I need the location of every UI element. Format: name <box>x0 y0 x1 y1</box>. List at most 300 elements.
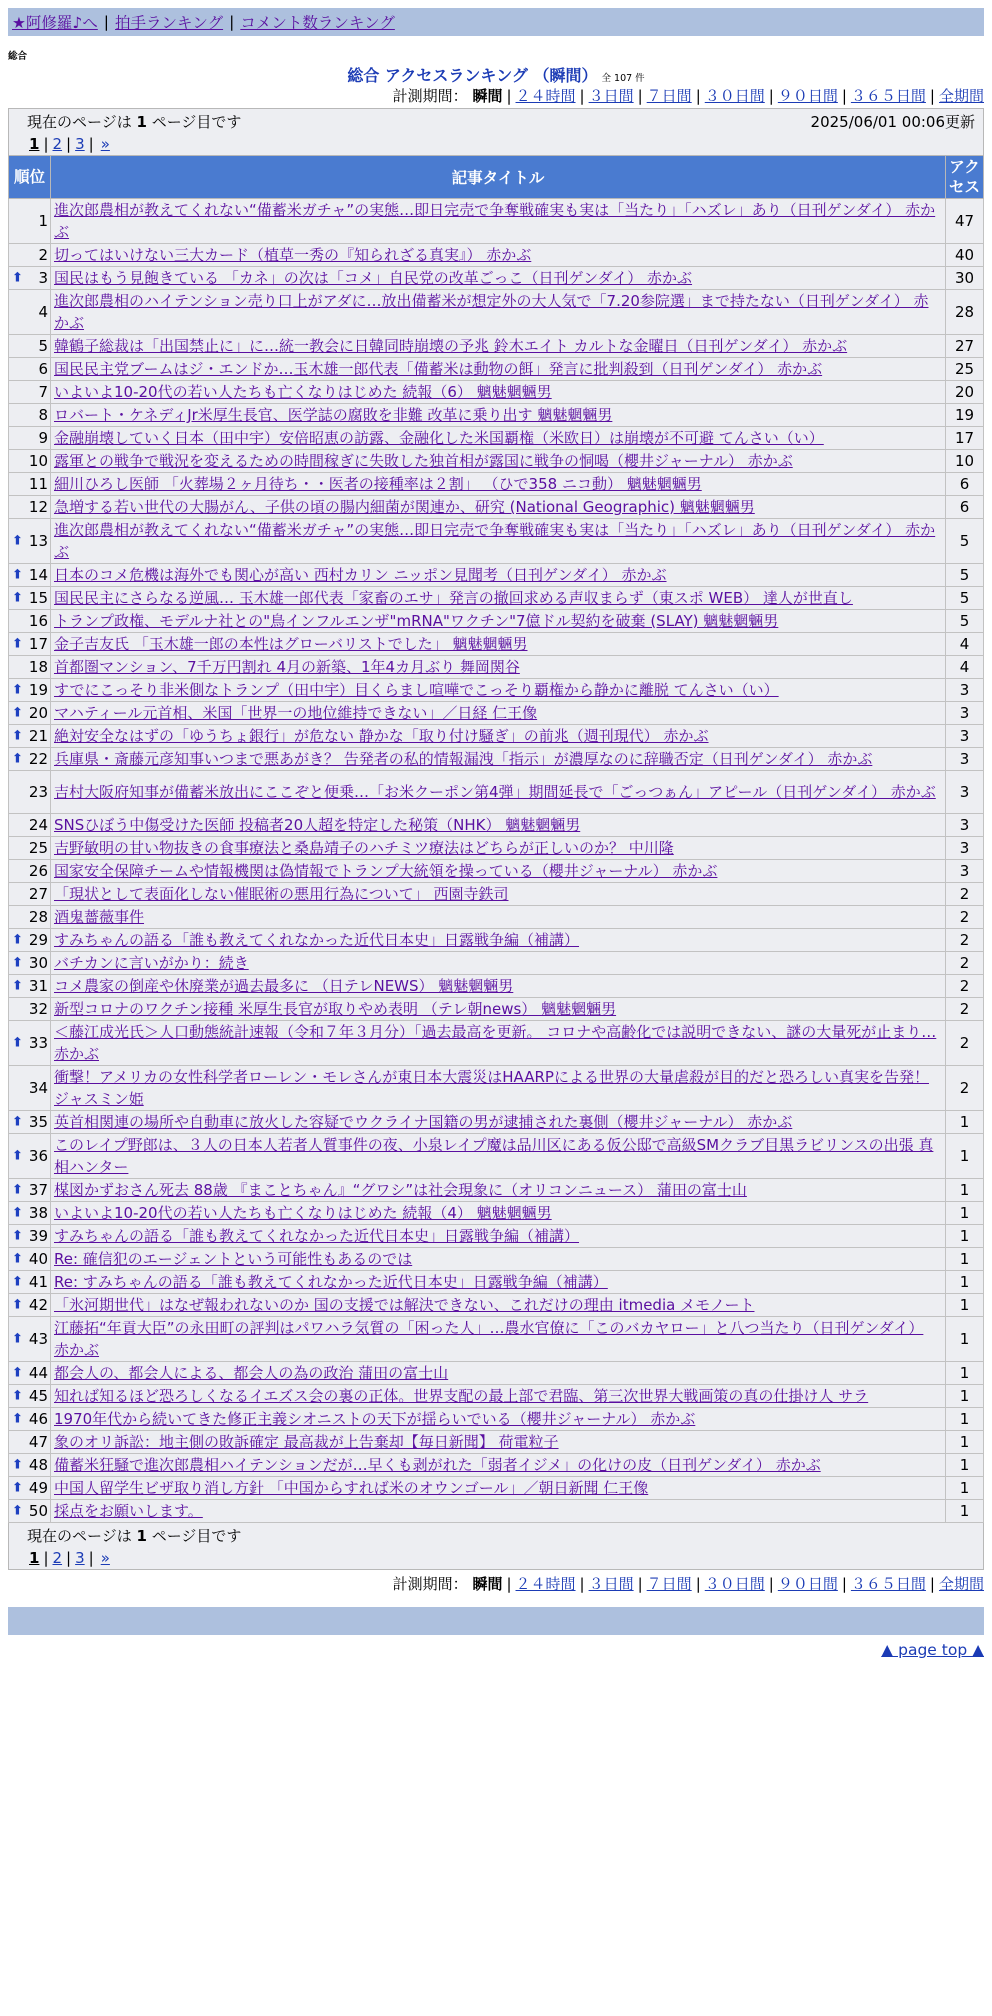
rank-up-arrow-icon: ⬆ <box>12 1182 23 1198</box>
article-link[interactable]: 国民民主にさらなる逆風… 玉木雄一郎代表「家畜のエサ」発言の撤回求める声収まらず（東スポ WEB） 達人が世直し <box>54 589 853 607</box>
page-separator: | <box>43 1549 49 1567</box>
table-row <box>9 771 984 814</box>
title-cell <box>51 496 946 519</box>
rank-number: 48 <box>28 1456 48 1474</box>
rank-cell <box>9 1271 51 1294</box>
access-count: 5 <box>945 610 983 633</box>
access-count: 3 <box>945 837 983 860</box>
title-cell <box>51 199 946 244</box>
rank-cell <box>9 1225 51 1248</box>
title-cell <box>51 404 946 427</box>
table-row <box>9 519 984 564</box>
title-cell <box>51 450 946 473</box>
period-link-0[interactable]: ２４時間 <box>515 1575 576 1593</box>
rank-number: 34 <box>28 1079 48 1097</box>
rank-number: 50 <box>28 1502 48 1520</box>
rank-number: 32 <box>28 1000 48 1018</box>
access-count: 3 <box>945 702 983 725</box>
table-row <box>9 1111 984 1134</box>
article-link[interactable]: 吉村大阪府知事が備蓄米放出にここぞと便乗…「お米クーポン第4弾」期間延長で「ごっつぁん」アピール（日刊ゲンダイ） 赤かぶ <box>54 783 936 801</box>
rank-cell <box>9 244 51 267</box>
access-count: 3 <box>945 679 983 702</box>
title-cell <box>51 1021 946 1066</box>
rank-number: 5 <box>38 337 48 355</box>
rank-cell <box>9 1454 51 1477</box>
comment-ranking-link[interactable]: コメント数ランキング <box>240 14 395 32</box>
period-separator: | <box>579 87 585 105</box>
title-cell <box>51 929 946 952</box>
table-row <box>9 1021 984 1066</box>
rank-up-arrow-icon: ⬆ <box>12 1331 23 1347</box>
access-count: 1 <box>945 1362 983 1385</box>
rank-cell <box>9 358 51 381</box>
rank-up-arrow-icon: ⬆ <box>12 1274 23 1290</box>
access-count: 1 <box>945 1271 983 1294</box>
article-link[interactable]: 国民はもう見飽きている 「カネ」の次は「コメ」自民党の改革ごっこ（日刊ゲンダイ） 赤かぶ <box>54 269 693 287</box>
period-link-2[interactable]: ７日間 <box>646 1575 692 1593</box>
period-link-5[interactable]: ３６５日間 <box>850 1575 926 1593</box>
access-count: 1 <box>945 1202 983 1225</box>
title-cell <box>51 1066 946 1111</box>
article-link[interactable]: 進次郎農相が教えてくれない“備蓄米ガチャ”の実態…即日完売で争奪戦確実も実は「当たり」「ハズレ」あり（日刊ゲンダイ） 赤かぶ <box>54 521 936 561</box>
period-label: 計測期間： <box>392 87 468 105</box>
table-row <box>9 587 984 610</box>
rank-number: 22 <box>28 750 48 768</box>
rank-number: 36 <box>28 1147 48 1165</box>
rank-cell <box>9 814 51 837</box>
pagination <box>27 133 975 155</box>
article-link[interactable]: 切ってはいけない三大カード（植草一秀の『知られざる真実』） 赤かぶ <box>54 246 532 264</box>
rank-cell <box>9 975 51 998</box>
title-cell <box>51 519 946 564</box>
article-link[interactable]: 新型コロナのワクチン接種 米厚生長官が取りやめ表明 （テレ朝news） 魑魅魍魎男 <box>54 1000 617 1018</box>
article-link[interactable]: 国家安全保障チームや情報機関は偽情報でトランプ大統領を操っている（櫻井ジャーナル） 赤かぶ <box>54 862 718 880</box>
access-count: 30 <box>945 267 983 290</box>
rank-cell <box>9 1408 51 1431</box>
access-count: 1 <box>945 1111 983 1134</box>
rank-number: 35 <box>28 1113 48 1131</box>
period-selector-bottom <box>8 1573 984 1596</box>
table-row <box>9 883 984 906</box>
title-cell <box>51 290 946 335</box>
current-page-number: 1 <box>29 135 40 153</box>
table-row <box>9 267 984 290</box>
period-separator: | <box>579 1575 585 1593</box>
page-title <box>8 63 984 85</box>
article-link[interactable]: 衝撃！アメリカの女性科学者ローレン・モレさんが東日本大震災はHAARPによる世界の大量虐殺が目的だと恐ろしい真実を告発！ ジャスミン姫 <box>54 1068 929 1108</box>
rank-number: 46 <box>28 1410 48 1428</box>
rank-cell <box>9 267 51 290</box>
period-link-4[interactable]: ９０日間 <box>777 87 838 105</box>
rank-up-arrow-icon: ⬆ <box>12 1035 23 1051</box>
table-row <box>9 1134 984 1179</box>
rank-number: 47 <box>28 1433 48 1451</box>
rank-up-arrow-icon: ⬆ <box>12 1114 23 1130</box>
rank-cell <box>9 496 51 519</box>
rank-cell <box>9 906 51 929</box>
article-link[interactable]: 国民民主党ブームはジ・エンドか…玉木雄一郎代表「備蓄米は動物の餌」発言に批判殺到（日刊ゲンダイ） 赤かぶ <box>54 360 823 378</box>
table-row <box>9 725 984 748</box>
pagination <box>27 1547 975 1569</box>
access-count: 2 <box>945 952 983 975</box>
title-cell <box>51 1179 946 1202</box>
period-separator: | <box>929 1575 935 1593</box>
clap-ranking-link[interactable]: 拍手ランキング <box>115 14 224 32</box>
article-link[interactable]: ＜藤江成光氏＞人口動態統計速報（令和７年３月分）「過去最高を更新。 コロナや高齢化では説明できない、謎の大量死が止まり… 赤かぶ <box>54 1023 937 1063</box>
rank-cell <box>9 404 51 427</box>
table-row <box>9 906 984 929</box>
table-row <box>9 1385 984 1408</box>
rank-cell <box>9 1111 51 1134</box>
rank-cell <box>9 679 51 702</box>
rank-cell <box>9 1500 51 1523</box>
title-cell <box>51 1408 946 1431</box>
article-link[interactable]: マハティール元首相、米国「世界一の地位維持できない」／日経 仁王像 <box>54 704 538 722</box>
period-link-5[interactable]: ３６５日間 <box>850 87 926 105</box>
rank-cell <box>9 381 51 404</box>
article-link[interactable]: いよいよ10-20代の若い人たちも亡くなりはじめた 続報（6） 魑魅魍魎男 <box>54 383 552 401</box>
title-cell <box>51 244 946 267</box>
rank-cell <box>9 1021 51 1066</box>
article-link[interactable]: Re: すみちゃんの語る「誰も教えてくれなかった近代日本史」日露戦争編（補講） <box>54 1273 608 1291</box>
rank-cell <box>9 1294 51 1317</box>
top-nav-bar <box>8 8 984 36</box>
access-count: 1 <box>945 1134 983 1179</box>
title-cell <box>51 837 946 860</box>
table-row <box>9 679 984 702</box>
rank-cell <box>9 473 51 496</box>
article-link[interactable]: このレイプ野郎は、３人の日本人若者人質事件の夜、小泉レイプ魔は品川区にある仮公邸で高級SMクラブ目黒ラビリンスの出張 真相ハンター <box>54 1136 934 1176</box>
period-link-3[interactable]: ３０日間 <box>704 87 765 105</box>
current-page-text: 現在のページは 1 ページ目です <box>27 113 242 131</box>
access-count: 1 <box>945 1225 983 1248</box>
table-row <box>9 1179 984 1202</box>
table-row <box>9 1225 984 1248</box>
access-count: 2 <box>945 998 983 1021</box>
rank-cell <box>9 656 51 679</box>
access-count: 3 <box>945 748 983 771</box>
rank-number: 1 <box>38 212 48 230</box>
rank-up-arrow-icon: ⬆ <box>12 751 23 767</box>
article-link[interactable]: 象のオリ訴訟：地主側の敗訴確定 最高裁が上告棄却【毎日新聞】 荷電粒子 <box>54 1433 559 1451</box>
rank-number: 6 <box>38 360 48 378</box>
title-cell <box>51 633 946 656</box>
title-cell <box>51 587 946 610</box>
period-separator: | <box>929 87 935 105</box>
period-separator: | <box>768 87 774 105</box>
title-cell <box>51 610 946 633</box>
rank-up-arrow-icon: ⬆ <box>12 978 23 994</box>
table-header-row <box>9 156 984 199</box>
rank-number: 30 <box>28 954 48 972</box>
article-link[interactable]: 絶対安全なはずの「ゆうちょ銀行」が危ない 静かな「取り付け騒ぎ」の前兆（週刊現代） 赤かぶ <box>54 727 709 745</box>
rank-up-arrow-icon: ⬆ <box>12 1251 23 1267</box>
article-link[interactable]: 韓鶴子総裁は「出国禁止に」に…統一教会に日韓同時崩壊の予兆 鈴木エイト カルトな金曜日（日刊ゲンダイ） 赤かぶ <box>54 337 848 355</box>
rank-up-arrow-icon: ⬆ <box>12 932 23 948</box>
period-link-0[interactable]: ２４時間 <box>515 87 576 105</box>
rank-number: 15 <box>28 589 48 607</box>
table-row <box>9 633 984 656</box>
rank-number: 24 <box>28 816 48 834</box>
page-link-2[interactable]: 2 <box>52 1549 63 1567</box>
article-link[interactable]: すみちゃんの語る「誰も教えてくれなかった近代日本史」日露戦争編（補講） <box>54 1227 580 1245</box>
access-count: 2 <box>945 1066 983 1111</box>
footer-bar <box>8 1607 984 1635</box>
article-link[interactable]: 吉野敏明の甘い物抜きの食事療法と桑島靖子のハチミツ療法はどちらが正しいのか？ 中川隆 <box>54 839 674 857</box>
period-label: 計測期間： <box>392 1575 468 1593</box>
rank-number: 37 <box>28 1181 48 1199</box>
page-separator: | <box>88 135 94 153</box>
access-count: 1 <box>945 1317 983 1362</box>
table-row <box>9 1500 984 1523</box>
article-link[interactable]: 「氷河期世代」はなぜ報われないのか 国の支援では解決できない、これだけの理由 itmedia メモノート <box>54 1296 755 1314</box>
article-link[interactable]: コメ農家の倒産や休廃業が過去最多に （日テレNEWS） 魑魅魍魎男 <box>54 977 514 995</box>
rank-cell <box>9 998 51 1021</box>
table-row <box>9 290 984 335</box>
rank-number: 29 <box>28 931 48 949</box>
article-link[interactable]: 中国人留学生ビザ取り消し方針 「中国からすれば米のオウンゴール」／朝日新聞 仁王像 <box>54 1479 649 1497</box>
article-link[interactable]: すでにこっそり非米側なトランプ（田中宇）目くらまし喧嘩でこっそり覇権から静かに離脱 てんさい（い） <box>54 681 779 699</box>
title-cell <box>51 998 946 1021</box>
access-count: 1 <box>945 1385 983 1408</box>
table-row <box>9 1248 984 1271</box>
access-count: 6 <box>945 496 983 519</box>
period-separator: | <box>637 87 643 105</box>
access-count: 5 <box>945 519 983 564</box>
table-row <box>9 1431 984 1454</box>
article-link[interactable]: 「現状として表面化しない催眠術の悪用行為について」 西園寺鉄司 <box>54 885 509 903</box>
table-row <box>9 1066 984 1111</box>
title-cell <box>51 1477 946 1500</box>
rank-cell <box>9 748 51 771</box>
article-link[interactable]: 露軍との戦争で戦況を変えるための時間稼ぎに失敗した独首相が露国に戦争の恫喝（櫻井ジャーナル） 赤かぶ <box>54 452 793 470</box>
home-link[interactable]: ★阿修羅♪へ <box>12 14 98 32</box>
rank-number: 49 <box>28 1479 48 1497</box>
title-cell <box>51 906 946 929</box>
table-row <box>9 837 984 860</box>
period-separator: | <box>506 1575 512 1593</box>
article-link[interactable]: 知れば知るほど恐ろしくなるイエズス会の裏の正体。世界支配の最上部で君臨、第三次世界大戦画策の真の仕掛け人 サラ <box>54 1387 869 1405</box>
rank-cell <box>9 450 51 473</box>
rank-number: 26 <box>28 862 48 880</box>
title-cell <box>51 1317 946 1362</box>
period-link-2[interactable]: ７日間 <box>646 87 692 105</box>
table-row <box>9 450 984 473</box>
access-count: 10 <box>945 450 983 473</box>
rank-up-arrow-icon: ⬆ <box>12 1388 23 1404</box>
access-count: 2 <box>945 975 983 998</box>
rank-cell <box>9 1066 51 1111</box>
article-link[interactable]: 1970年代から続いてきた修正主義シオニストの天下が揺らいでいる（櫻井ジャーナル） 赤かぶ <box>54 1410 696 1428</box>
table-row <box>9 1271 984 1294</box>
period-link-1[interactable]: ３日間 <box>588 87 634 105</box>
article-link[interactable]: 英首相関連の場所や自動車に放火した容疑でウクライナ国籍の男が逮捕された裏側（櫻井ジャーナル） 赤かぶ <box>54 1113 793 1131</box>
article-link[interactable]: 都会人の、都会人による、都会人の為の政治 蒲田の富士山 <box>54 1364 449 1382</box>
table-row <box>9 244 984 267</box>
article-link[interactable]: 進次郎農相のハイテンション売り口上がアダに…放出備蓄米が想定外の大人気で「7.20参院選」まで持たない（日刊ゲンダイ） 赤かぶ <box>54 292 929 332</box>
period-link-3[interactable]: ３０日間 <box>704 1575 765 1593</box>
title-cell <box>51 748 946 771</box>
title-cell <box>51 725 946 748</box>
page-link-3[interactable]: 3 <box>75 135 85 153</box>
access-count: 3 <box>945 771 983 814</box>
rank-cell <box>9 335 51 358</box>
access-count: 5 <box>945 564 983 587</box>
rank-up-arrow-icon: ⬆ <box>12 533 23 549</box>
title-cell <box>51 427 946 450</box>
article-link[interactable]: ロバート・ケネディJr米厚生長官、医学誌の腐敗を非難 改革に乗り出す 魑魅魍魎男 <box>54 406 613 424</box>
period-selector <box>8 85 984 108</box>
rank-number: 19 <box>28 681 48 699</box>
current-page-text: 現在のページは 1 ページ目です <box>27 1527 242 1545</box>
article-link[interactable]: 首都圏マンション、7千万円割れ 4月の新築、1年4カ月ぶり 舞岡関谷 <box>54 658 520 676</box>
rank-cell <box>9 1202 51 1225</box>
category-label: 総合 <box>8 51 28 62</box>
title-cell <box>51 381 946 404</box>
period-link-4[interactable]: ９０日間 <box>777 1575 838 1593</box>
access-count: 3 <box>945 814 983 837</box>
table-row <box>9 1477 984 1500</box>
rank-up-arrow-icon: ⬆ <box>12 270 23 286</box>
article-link[interactable]: 江藤拓“年貢大臣”の永田町の評判はパワハラ気質の「困った人」…農水官僚に「このバカヤロー」と八つ当たり（日刊ゲンダイ） 赤かぶ <box>54 1319 924 1359</box>
access-count: 25 <box>945 358 983 381</box>
period-current: 瞬間 <box>472 87 503 105</box>
access-count: 2 <box>945 929 983 952</box>
table-row <box>9 358 984 381</box>
period-separator: | <box>695 1575 701 1593</box>
title-cell <box>51 1111 946 1134</box>
rank-number: 39 <box>28 1227 48 1245</box>
period-link-6[interactable]: 全期間 <box>938 1575 984 1593</box>
access-count: 40 <box>945 244 983 267</box>
period-current: 瞬間 <box>472 1575 503 1593</box>
rank-number: 11 <box>28 475 48 493</box>
rank-up-arrow-icon: ⬆ <box>12 1148 23 1164</box>
rank-number: 8 <box>38 406 48 424</box>
article-link[interactable]: 備蓄米狂騒で進次郎農相ハイテンションだが…早くも剥がれた「弱者イジメ」の化けの皮（日刊ゲンダイ） 赤かぶ <box>54 1456 821 1474</box>
next-page-link[interactable]: » <box>100 1549 110 1567</box>
rank-cell <box>9 860 51 883</box>
next-page-link[interactable]: » <box>100 135 110 153</box>
table-row <box>9 975 984 998</box>
article-link[interactable]: すみちゃんの語る「誰も教えてくれなかった近代日本史」日露戦争編（補講） <box>54 931 580 949</box>
ranking-table <box>8 108 984 1570</box>
article-link[interactable]: 採点をお願いします。 <box>54 1502 203 1520</box>
rank-header: 順位 <box>9 156 51 199</box>
rank-up-arrow-icon: ⬆ <box>12 1228 23 1244</box>
rank-cell <box>9 1317 51 1362</box>
article-link[interactable]: SNSひぼう中傷受けた医師 投稿者20人超を特定した秘策（NHK） 魑魅魍魎男 <box>54 816 581 834</box>
title-cell <box>51 1454 946 1477</box>
access-count: 2 <box>945 883 983 906</box>
rank-cell <box>9 610 51 633</box>
title-cell <box>51 679 946 702</box>
rank-cell <box>9 1362 51 1385</box>
article-link[interactable]: 兵庫県・斎藤元彦知事いつまで悪あがき？ 告発者の私的情報漏洩「指示」が濃厚なのに辞職否定（日刊ゲンダイ） 赤かぶ <box>54 750 873 768</box>
article-link[interactable]: 楳図かずおさん死去 88歳 『まことちゃん』“グワシ”は社会現象に（オリコンニュース） 蒲田の富士山 <box>54 1181 747 1199</box>
article-link[interactable]: 金融崩壊していく日本（田中宇）安倍昭恵の訪露、金融化した米国覇権（米欧日）は崩壊が不可避 てんさい（い） <box>54 429 824 447</box>
title-cell <box>51 656 946 679</box>
rank-cell <box>9 1179 51 1202</box>
article-link[interactable]: 進次郎農相が教えてくれない“備蓄米ガチャ”の実態…即日完売で争奪戦確実も実は「当たり」「ハズレ」あり（日刊ゲンダイ） 赤かぶ <box>54 201 936 241</box>
rank-up-arrow-icon: ⬆ <box>12 567 23 583</box>
rank-number: 20 <box>28 704 48 722</box>
rank-cell <box>9 883 51 906</box>
title-cell <box>51 860 946 883</box>
rank-up-arrow-icon: ⬆ <box>12 1503 23 1519</box>
access-count: 4 <box>945 633 983 656</box>
rank-cell <box>9 1248 51 1271</box>
article-link[interactable]: 金子吉友氏 「玉木雄一郎の本性はグローバリストでした」 魑魅魍魎男 <box>54 635 528 653</box>
access-count: 6 <box>945 473 983 496</box>
table-row <box>9 952 984 975</box>
table-row <box>9 702 984 725</box>
title-cell <box>51 1431 946 1454</box>
page-top-link[interactable]: ▲ page top ▲ <box>881 1641 984 1659</box>
access-count: 19 <box>945 404 983 427</box>
article-link[interactable]: 日本のコメ危機は海外でも関心が高い 西村カリン ニッポン見聞考（日刊ゲンダイ） 赤かぶ <box>54 566 667 584</box>
rank-number: 43 <box>28 1330 48 1348</box>
page-link-3[interactable]: 3 <box>75 1549 85 1567</box>
period-separator: | <box>506 87 512 105</box>
rank-up-arrow-icon: ⬆ <box>12 636 23 652</box>
article-link[interactable]: いよいよ10-20代の若い人たちも亡くなりはじめた 続報（4） 魑魅魍魎男 <box>54 1204 552 1222</box>
rank-number: 41 <box>28 1273 48 1291</box>
period-link-6[interactable]: 全期間 <box>938 87 984 105</box>
table-row <box>9 1202 984 1225</box>
rank-number: 3 <box>38 269 48 287</box>
access-count: 5 <box>945 587 983 610</box>
rank-number: 16 <box>28 612 48 630</box>
total-count: 全 107 件 <box>601 73 645 84</box>
rank-number: 28 <box>28 908 48 926</box>
title-cell <box>51 1134 946 1179</box>
access-count: 1 <box>945 1294 983 1317</box>
nav-separator: | <box>229 13 235 31</box>
article-link[interactable]: Re: 確信犯のエージェントという可能性もあるのでは <box>54 1250 413 1268</box>
rank-cell <box>9 633 51 656</box>
access-count: 1 <box>945 1248 983 1271</box>
access-count: 17 <box>945 427 983 450</box>
article-link[interactable]: バチカンに言いがかり：続き <box>54 954 249 972</box>
title-cell <box>51 1202 946 1225</box>
article-link[interactable]: 細川ひろし医師 「火葬場２ヶ月待ち・・医者の接種率は２割」 （ひで358 ニコ動） 魑魅魍魎男 <box>54 475 702 493</box>
period-separator: | <box>841 87 847 105</box>
rank-number: 13 <box>28 532 48 550</box>
nav-separator: | <box>103 13 110 31</box>
period-separator: | <box>841 1575 847 1593</box>
ranking-title: 総合 アクセスランキング （瞬間） <box>347 66 598 85</box>
rank-up-arrow-icon: ⬆ <box>12 1205 23 1221</box>
rank-number: 7 <box>38 383 48 401</box>
table-row <box>9 1362 984 1385</box>
title-cell <box>51 473 946 496</box>
article-link[interactable]: トランプ政権、モデルナ社との"鳥インフルエンザ"mRNA"ワクチン"7億ドル契約を破棄 (SLAY) 魑魅魍魎男 <box>54 612 779 630</box>
title-cell <box>51 1294 946 1317</box>
table-row <box>9 656 984 679</box>
rank-number: 25 <box>28 839 48 857</box>
rank-cell <box>9 1477 51 1500</box>
article-link[interactable]: 酒鬼薔薇事件 <box>54 908 145 926</box>
article-link[interactable]: 急増する若い世代の大腸がん、子供の頃の腸内細菌が関連か、研究 (National Geographic) 魑魅魍魎男 <box>54 498 755 516</box>
rank-cell <box>9 725 51 748</box>
rank-cell <box>9 929 51 952</box>
page-link-2[interactable]: 2 <box>52 135 63 153</box>
access-count: 47 <box>945 199 983 244</box>
table-row <box>9 1408 984 1431</box>
title-cell <box>51 814 946 837</box>
period-link-1[interactable]: ３日間 <box>588 1575 634 1593</box>
